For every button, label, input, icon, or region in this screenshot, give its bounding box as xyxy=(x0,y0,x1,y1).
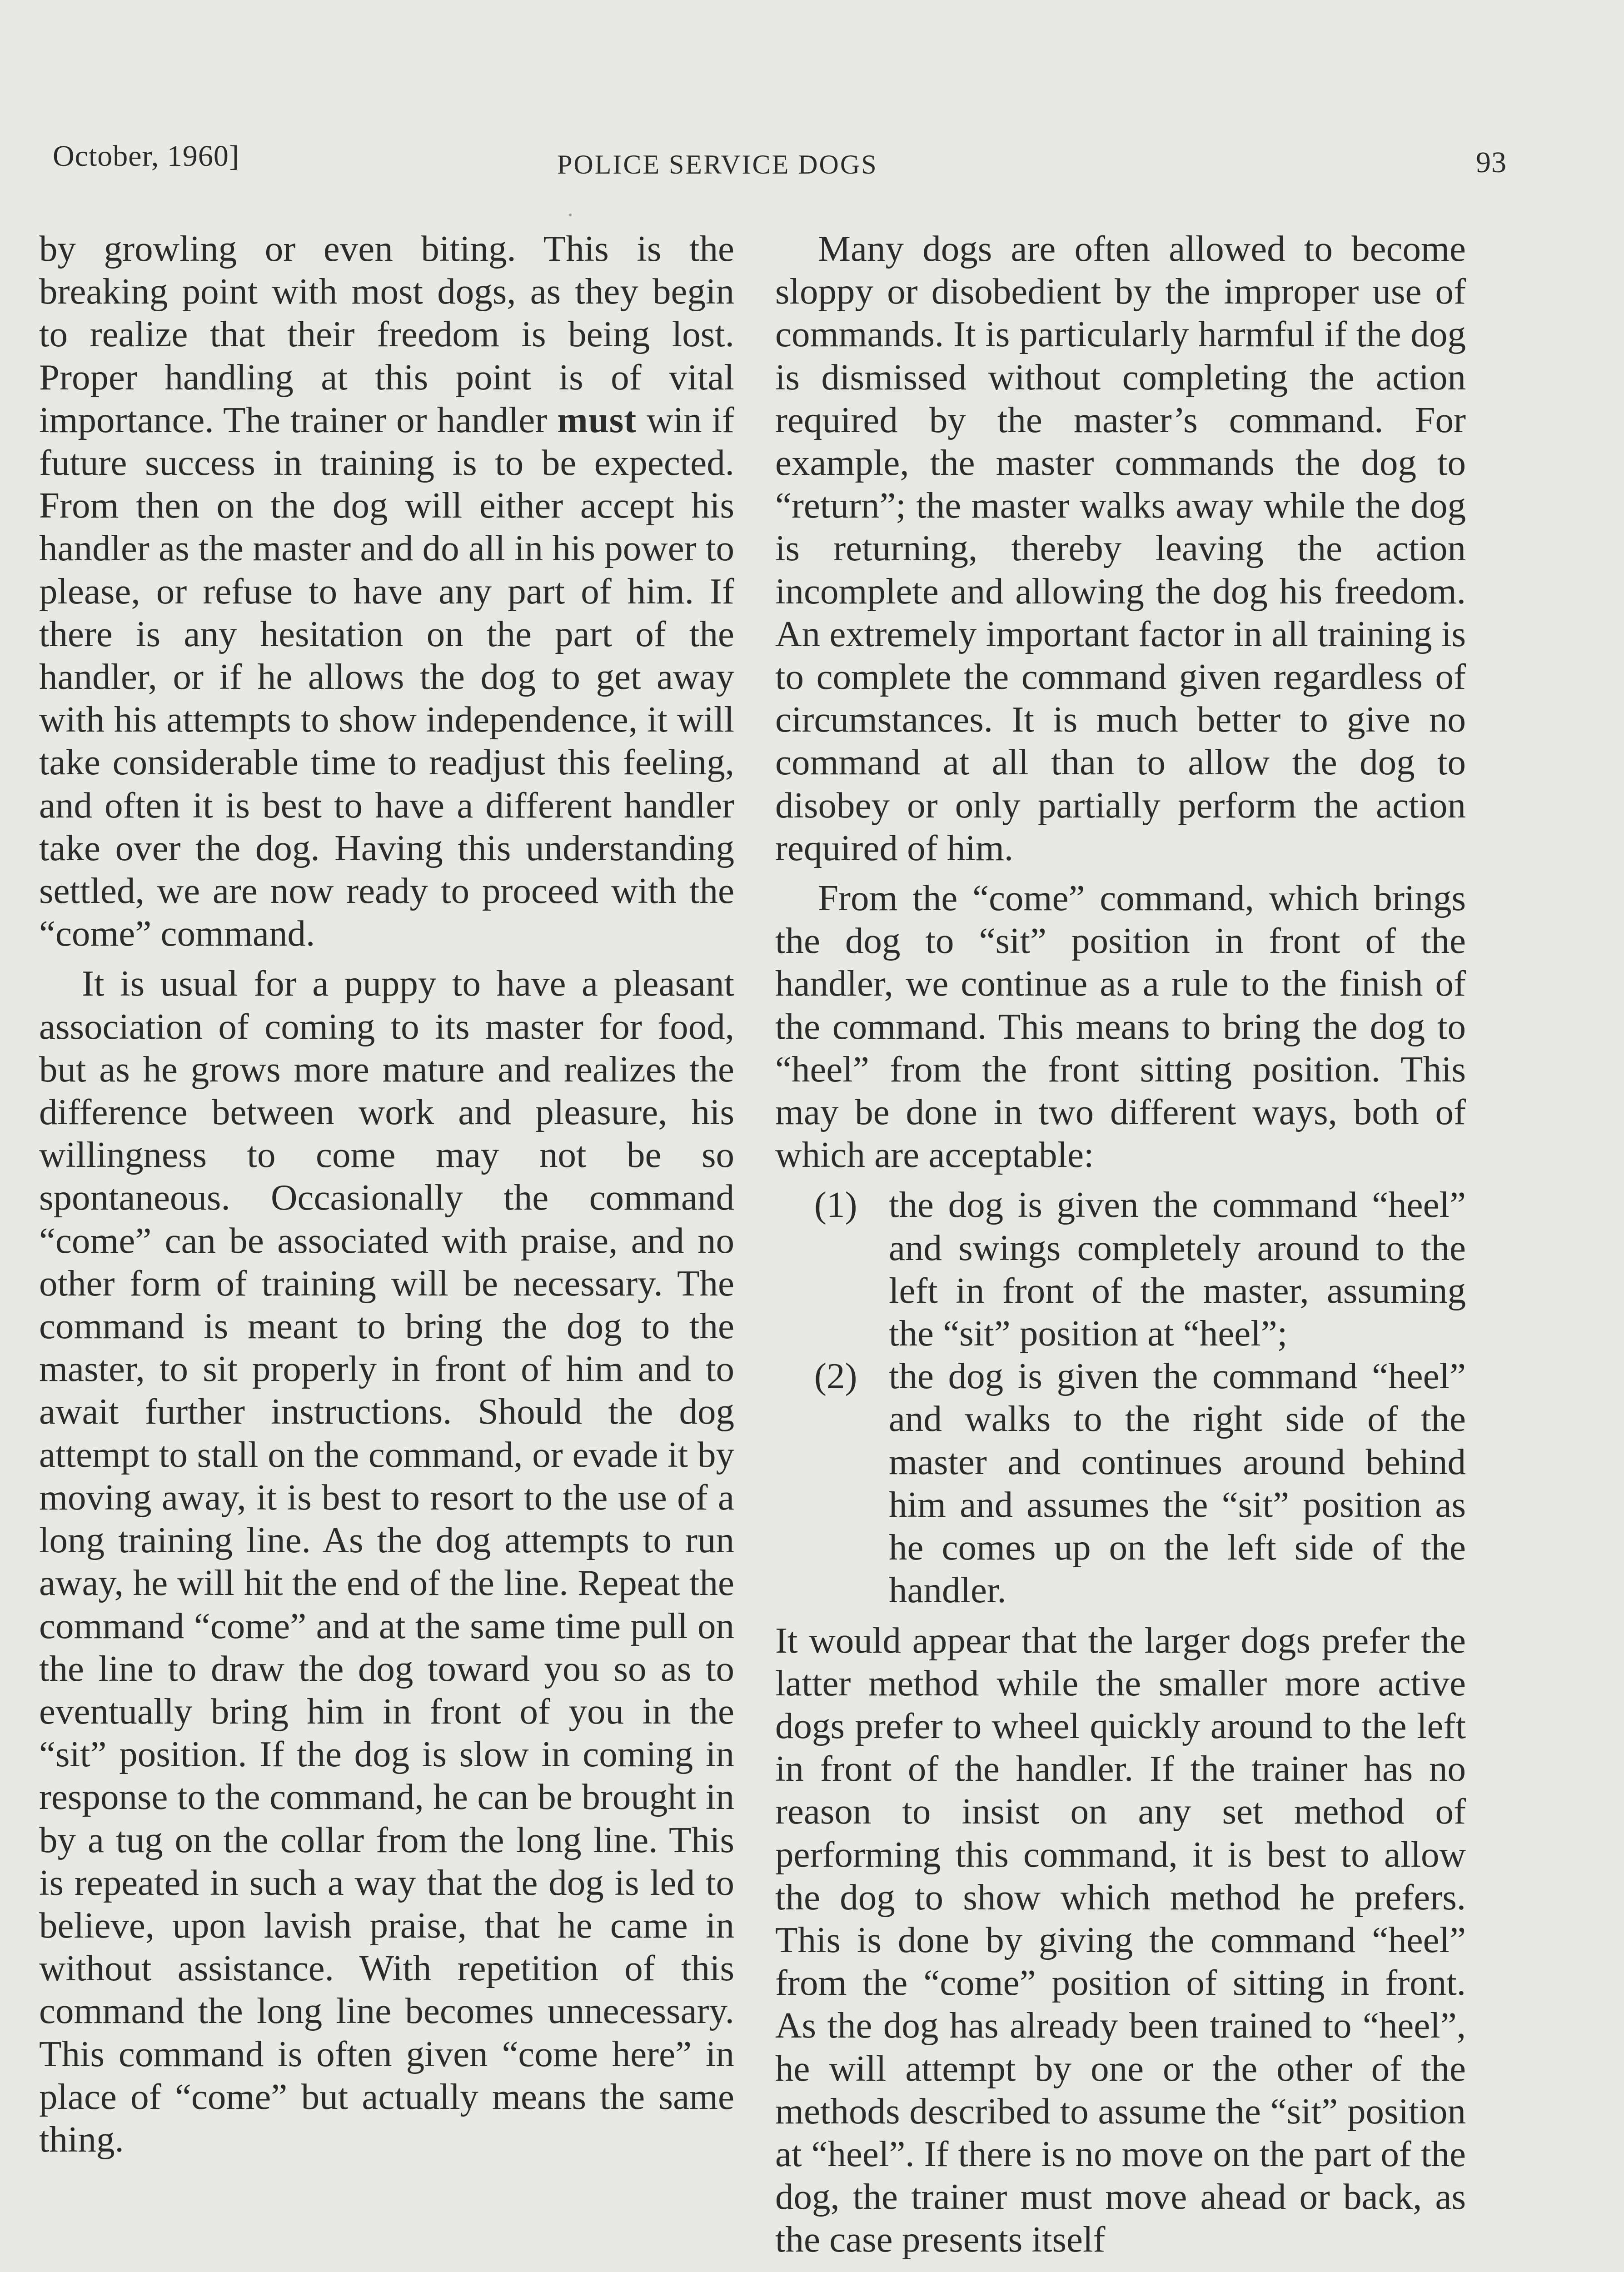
list-item-text: the dog is given the command “heel” and walks to the right side of the master and continues around behind him and assumes the “sit” position as he comes up on the left side of the handler. xyxy=(889,1355,1466,1611)
paragraph-come-command: It is usual for a puppy to have a pleasant association of coming to its master for food, but as he grows more mature and realizes the difference between work and pleasure, his willingness to come may not be so spontaneous. Occasionally the command “come” can be associated with praise, and no other form of training will be necessary. The command is meant to bring the dog to the master, to sit properly in front of him and to await further instructions. Should the dog attempt to stall on the command, or evade it by moving away, it is best to resort to the use of a long training line. As the dog attempts to run away, he will hit the end of the line. Repeat the command “come” and at the same time pull on the line to draw the dog toward you so as to eventually bring him in front of you in the “sit” position. If the dog is slow in coming in response to the command, he can be brought in by a tug on the collar from the long line. This is repeated in such a way that the dog is led to believe, upon lavish praise, that he came in without assistance. With repetition of this command the long line becomes unnecessary. This command is often given “come here” in place of “come” but actually means the same thing. xyxy=(39,963,734,2160)
header-journal-title: POLICE SERVICE DOGS xyxy=(557,149,878,179)
list-item-method-1 xyxy=(775,1183,1466,1355)
left-column xyxy=(39,227,734,2168)
running-head xyxy=(53,135,1507,189)
list-item-method-2 xyxy=(775,1355,1466,1611)
paragraph-larger-dogs: It would appear that the larger dogs prefer the latter method while the smaller more active dogs prefer to wheel quickly around to the left in front of the handler. If the trainer has no reason to insist on any set method of performing this command, it is best to allow the dog to show which method he prefers. This is done by giving the command “heel” from the “come” position of sitting in front. As the dog has already been trained to “heel”, he will attempt by one or the other of the methods described to assume the “sit” position at “heel”. If there is no move on the part of the dog, the trainer must move ahead or back, as the case presents itself xyxy=(775,1619,1466,2260)
paragraph-improper-commands: Many dogs are often allowed to become sloppy or disobedient by the improper use of commands. It is particularly harmful if the dog is dismissed without completing the action required by the master’s command. For example, the master commands the dog to “return”; the master walks away while the dog is returning, thereby leaving the action incomplete and allowing the dog his freedom. An extremely important factor in all training is to complete the command given regardless of circumstances. It is much better to give no command at all than to allow the dog to disobey or only partially perform the action required of him. xyxy=(775,228,1466,868)
paragraph-continued xyxy=(39,227,734,955)
header-page-number: 93 xyxy=(1476,146,1507,179)
paragraph-heel-finish: From the “come” command, which brings the dog to “sit” position in front of the handler, we continue as a rule to the finish of the command. This means to bring the dog to “heel” from the front sitting position. This may be done in two different ways, both of which are acceptable: xyxy=(775,877,1466,1176)
list-item-number: (1) xyxy=(814,1184,857,1226)
right-column xyxy=(775,227,1466,2268)
paragraph-text: win if future success in training is to be expected. From then on the dog will either accept his handler as the master and do all in his power to please, or refuse to have any part of him. If there is any hesitation on the part of the handler, or if he allows the dog to get away with his attempts to show independence, it will take considerable time to readjust this feeling, and often it is best to have a different handler take over the dog. Having this understanding settled, we are now ready to proceed with the “come” command. xyxy=(39,399,735,954)
paper-speck xyxy=(569,214,572,216)
list-item-text: the dog is given the command “heel” and swings completely around to the left in front of the master, assuming the “sit” position at “heel”; xyxy=(889,1184,1466,1354)
header-date: October, 1960] xyxy=(53,140,239,173)
list-item-number: (2) xyxy=(814,1355,857,1397)
emphasis-must: must xyxy=(557,399,637,440)
paragraph-text: by growling or even biting. This is the breaking point with most dogs, as they begin to realize that their freedom is being lost. Proper handling at this point is of vital importance. The trainer or handler xyxy=(39,228,734,440)
